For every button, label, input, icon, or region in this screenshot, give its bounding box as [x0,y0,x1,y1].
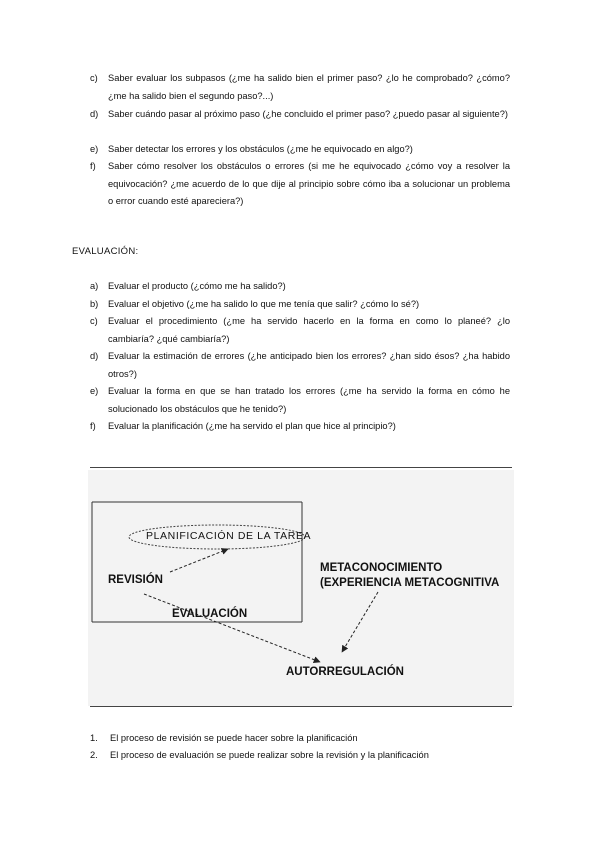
metaconocimiento-label-2: (EXPERIENCIA METACOGNITIVA [320,577,500,589]
list-text: Saber cuándo pasar al próximo paso (¿he concluido el primer paso? ¿puedo pasar al siguiente?) [108,109,508,119]
footer-text: El proceso de evaluación se puede realizar sobre la revisión y la planificación [110,750,429,760]
list-text: Saber evaluar los subpasos (¿me ha salido bien el primer paso? ¿lo he comprobado? ¿cómo? ¿me ha salido bien el segundo paso?...) [108,73,510,101]
list-label: c) [90,73,98,83]
list-label: d) [90,109,99,119]
list-label: c) [90,316,98,326]
metacognition-diagram [88,470,514,706]
list-label: f) [90,421,96,431]
list-text: Evaluar el objetivo (¿me ha salido lo que me tenía que salir? ¿cómo lo sé?) [108,299,420,309]
metaconocimiento-to-autorregulacion-arrow [342,592,378,652]
top-divider [90,467,512,468]
list-text: Evaluar la planificación (¿me ha servido el plan que hice al principio?) [108,421,396,431]
evaluacion-label: EVALUACIÓN [172,608,248,620]
list-label: e) [90,144,99,154]
top-list-item-f [90,158,510,211]
list-text: Evaluar la estimación de errores (¿he anticipado bien los errores? ¿han sido ésos? ¿ha habido otros?) [108,351,510,379]
footer-text: El proceso de revisión se puede hacer sobre la planificación [110,733,358,743]
list-text: Saber cómo resolver los obstáculos o errores (si me he equivocado ¿cómo voy a resolver la equivocación? ¿me acuerdo de lo que dije al principio sobre cómo iba a solucionar un problema o error cuando esté apareciera?) [108,161,510,206]
list-text: Evaluar el producto (¿cómo me ha salido?) [108,281,286,291]
footer-label: 1. [90,733,98,743]
planificacion-label: PLANIFICACIÓN DE LA TAREA [146,530,312,542]
list-label: e) [90,386,99,396]
revision-to-autorregulacion-arrow [144,594,320,662]
evaluation-item-d [90,348,510,383]
list-label: f) [90,161,96,171]
evaluation-heading: EVALUACIÓN: [72,246,139,257]
list-label: d) [90,351,99,361]
list-text: Saber detectar los errores y los obstáculos (¿me he equivocado en algo?) [108,144,413,154]
list-text: Evaluar el procedimiento (¿me ha servido hacerlo en la forma en como lo planeé? ¿lo cambiaría? ¿qué cambiaría?) [108,316,510,344]
autorregulacion-label: AUTORREGULACIÓN [286,666,404,678]
list-label: b) [90,299,99,309]
bottom-divider [90,706,512,707]
footer-item-1 [90,730,510,748]
top-list-item-c [90,70,510,105]
footer-label: 2. [90,750,98,760]
list-label: a) [90,281,99,291]
evaluation-item-e [90,383,510,418]
revision-label: REVISIÓN [108,574,163,586]
metaconocimiento-label-1: METACONOCIMIENTO [320,562,443,574]
footer-item-2 [90,747,510,765]
evaluation-item-f [90,418,510,436]
top-list-item-d [90,106,510,124]
top-list-item-e [90,141,510,159]
evaluation-item-b [90,296,510,314]
revision-to-planificacion-arrow [170,549,228,572]
list-text: Evaluar la forma en que se han tratado los errores (¿me ha servido la forma en cómo he solucionado los obstáculos que he tenido?) [108,386,510,414]
evaluation-item-a [90,278,510,296]
evaluation-item-c [90,313,510,348]
